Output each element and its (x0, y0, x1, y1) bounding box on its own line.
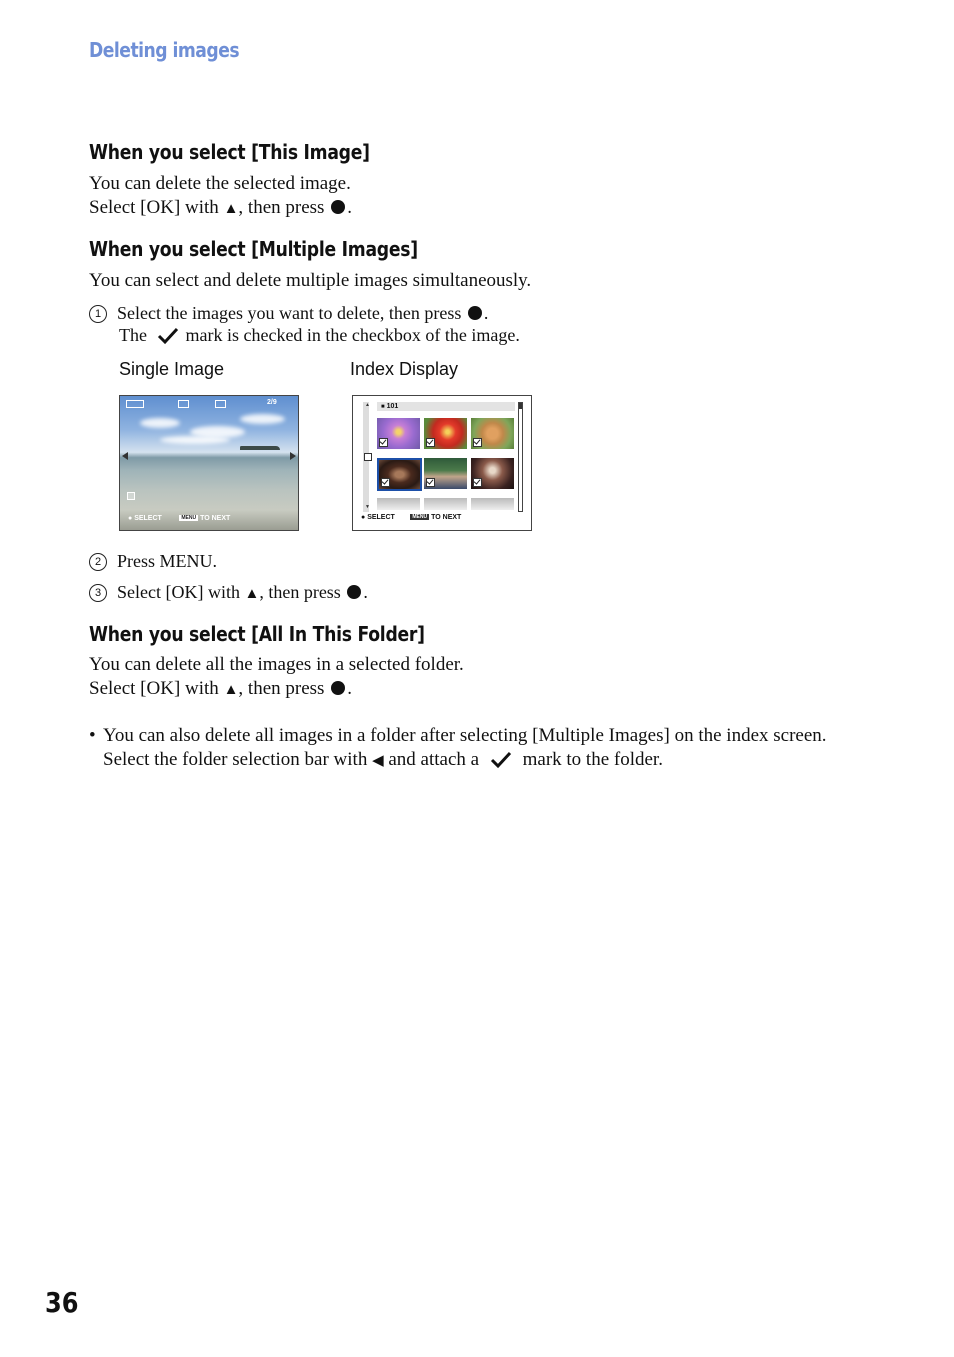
image-size-icon (178, 400, 189, 408)
checkmark-icon (157, 327, 179, 345)
right-arrow-icon (290, 452, 296, 460)
this-image-line2c: . (347, 197, 352, 218)
this-image-line2b: , then press (238, 197, 330, 218)
running-head: Deleting images (89, 38, 240, 62)
thumbnail-partial (471, 498, 514, 510)
thumbnail (471, 418, 514, 449)
cloud (140, 418, 180, 428)
up-triangle-icon: ▲ (223, 682, 239, 698)
step-2 (89, 550, 217, 572)
up-triangle-icon: ▲ (244, 586, 260, 602)
next-label: TO NEXT (431, 514, 462, 521)
note-bullet (89, 724, 869, 773)
checkbox-icon (473, 438, 482, 447)
thumbnail-partial (424, 498, 467, 510)
center-button-icon (468, 306, 482, 320)
next-label: TO NEXT (200, 515, 231, 522)
step-1 (89, 302, 520, 346)
caption-index-display: Index Display (350, 359, 459, 379)
folder-header (377, 402, 515, 411)
menu-chip: MENU (412, 514, 428, 520)
heading-this-image: When you select [This Image] (89, 140, 370, 164)
all-folder-text (89, 653, 464, 702)
all-folder-line2b: , then press (238, 678, 330, 699)
this-image-line2a: Select [OK] with (89, 197, 224, 218)
thumbnail (424, 418, 467, 449)
step1-sub (89, 324, 520, 346)
folder-number: 101 (386, 403, 399, 410)
image-counter: 2/9 (267, 399, 277, 406)
step2-text: Press MENU. (117, 551, 218, 571)
thumbnail-selected (377, 458, 422, 491)
left-triangle-icon: ◀ (372, 753, 384, 769)
step3-text-a: Select [OK] with (117, 582, 245, 602)
index-footer: ● SELECT MENU TO NEXT (361, 514, 462, 521)
note-text-a: You can also delete all images in a folder after selecting [Multiple Images] on the index screen. Select the folder selection bar with (103, 725, 827, 770)
scroll-up-icon: ▲ (365, 402, 370, 408)
all-folder-line1: You can delete all the images in a selected folder. (89, 654, 464, 675)
this-image-text (89, 172, 352, 221)
select-label: SELECT (134, 515, 162, 522)
folder-checkbox (364, 453, 372, 461)
caption-single-image: Single Image (119, 359, 225, 379)
cloud (160, 436, 230, 444)
heading-all-in-folder: When you select [All In This Folder] (89, 622, 425, 646)
checkbox-icon (127, 492, 135, 500)
up-triangle-icon: ▲ (223, 201, 239, 217)
battery-icon (126, 400, 144, 408)
thumbnail (424, 458, 467, 489)
step1-text-a: Select the images you want to delete, then press (117, 303, 466, 323)
cloud (240, 414, 285, 424)
step-number-2: 2 (89, 553, 107, 571)
step1-sub-a: The (119, 325, 152, 345)
heading-multiple-images: When you select [Multiple Images] (89, 237, 418, 261)
step1-text-b: . (483, 303, 489, 323)
checkbox-icon (426, 478, 435, 487)
step-number-1: 1 (89, 305, 107, 323)
all-folder-line2c: . (347, 678, 352, 699)
memory-icon (215, 400, 226, 408)
step3-text-b: , then press (259, 582, 346, 602)
checkbox-icon (379, 438, 388, 447)
select-label: SELECT (367, 514, 395, 521)
step1-sub-b: mark is checked in the checkbox of the image. (185, 325, 520, 345)
folder-icon: ■ (381, 404, 385, 410)
center-button-icon (331, 200, 345, 214)
step-3 (89, 581, 368, 605)
multiple-intro: You can select and delete multiple images simultaneously. (89, 270, 532, 291)
page-number: 36 (45, 1286, 79, 1319)
thumbnail (471, 458, 514, 489)
island (240, 446, 280, 450)
step3-text-c: . (363, 582, 368, 602)
scrollbar (518, 402, 523, 512)
step-number-3: 3 (89, 584, 107, 602)
menu-chip: MENU (181, 515, 197, 521)
thumbnail-partial (377, 498, 420, 510)
scroll-down-icon: ▼ (365, 504, 370, 510)
checkmark-icon (490, 751, 512, 769)
all-folder-line2a: Select [OK] with (89, 678, 224, 699)
single-footer: ● SELECT MENU TO NEXT (128, 515, 231, 522)
checkbox-icon (381, 478, 390, 487)
center-button-icon (331, 681, 345, 695)
center-button-icon (347, 585, 361, 599)
bullet-mark: • (89, 725, 96, 746)
left-arrow-icon (122, 452, 128, 460)
this-image-line1: You can delete the selected image. (89, 173, 351, 194)
index-display-screen (352, 395, 532, 531)
checkbox-icon (426, 438, 435, 447)
thumbnail (377, 418, 420, 449)
note-text-b: and attach a (383, 749, 484, 770)
checkbox-icon (473, 478, 482, 487)
note-text-c: mark to the folder. (517, 749, 663, 770)
single-image-screen (119, 395, 299, 531)
